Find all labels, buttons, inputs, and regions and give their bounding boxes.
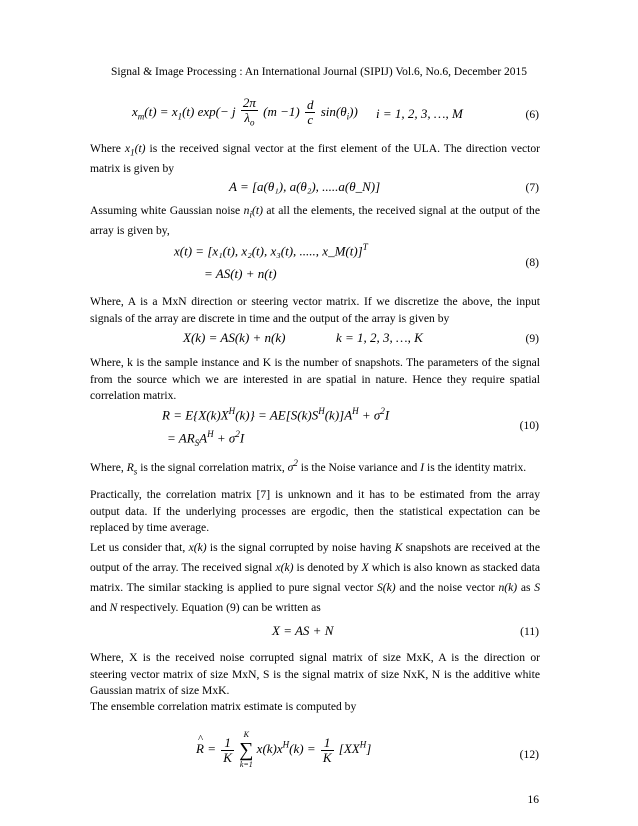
equation-12-number: (12) xyxy=(519,748,539,761)
paragraph-7: Let us consider that, x(k) is the signal corrupted by noise having K snapshots are received at the output of the array. The received signal x(k) is denoted by X which is also known as stacked data matrix. The similar stacking is applied to pure signal vector S(k) and the noise vector n(k) as S and N respectively. Equation (9) can be written as xyxy=(90,541,541,614)
equation-12: ^ R = $\frac{1}{K}$ K ∑ k=1 $x(k)x^H(k)$ = $\frac{1}{K}$ $[XX^H]$ xyxy=(196,730,371,770)
paragraph-2: Assuming white Gaussian noise $n_i(t)$ at all the elements, the received signal at the output of the array is given by, xyxy=(90,204,540,237)
equation-6-condition: i = 1, 2, 3, …, M xyxy=(376,106,463,121)
equation-8-line-2: = AS(t) + n(t) xyxy=(204,266,277,281)
paragraph-9: The ensemble correlation matrix estimate is computed by xyxy=(90,700,357,713)
equation-6: $x_m(t) = x_1(t)$ exp(− j $\frac{2\pi}{\lambda_o}$ (m −1) $\frac{d}{c}$ $\sin(\theta_i)$) xyxy=(132,95,358,128)
equation-7: A = [a(θ₁), a(θ₂), .....a(θ_N)] xyxy=(229,179,381,194)
page-number: 16 xyxy=(527,794,539,806)
equation-10-number: (10) xyxy=(519,419,539,432)
paragraph-3: Where, A is a MxN direction or steering vector matrix. If we discretize the above, the input signals of the array are discrete in time and the output of the array is given by xyxy=(90,295,540,325)
equation-7-number: (7) xyxy=(525,181,539,194)
paragraph-8: Where, X is the received noise corrupted signal matrix of size MxK, A is the direction or steering vector matrix of size MxN, S is the signal matrix of size NxK, N is the additive white Gaussian matrix of size MxK. xyxy=(90,651,540,697)
journal-header: Signal & Image Processing : An International Journal (SIPIJ) Vol.6, No.6, December 2015 xyxy=(110,66,528,78)
equation-9: X(k) = AS(k) + n(k) xyxy=(183,330,286,345)
summation-symbol: K ∑ k=1 xyxy=(239,730,254,769)
equation-8-number: (8) xyxy=(525,256,539,269)
equation-11-number: (11) xyxy=(520,625,539,638)
paragraph-6: Practically, the correlation matrix [7] is unknown and it has to be estimated from the array output data. If the underlying processes are ergodic, then the statistical expectation can be replaced by time average. xyxy=(90,488,540,534)
equation-9-condition: k = 1, 2, 3, …, K xyxy=(336,330,423,345)
equation-9-number: (9) xyxy=(525,332,539,345)
paragraph-5: Where, $R_s$ is the signal correlation matrix, $\sigma^2$ is the Noise variance and I is the identity matrix. xyxy=(90,458,527,477)
paragraph-4: Where, k is the sample instance and K is the number of snapshots. The parameters of the signal from the source which we are interested in are spatial in nature. Hence they require spatial correlation matrix. xyxy=(90,356,540,402)
equation-10-line-2: = $AR_SA^H + \sigma^2I$ xyxy=(167,429,245,448)
equation-6-number: (6) xyxy=(525,108,539,121)
equation-8-line-1: x(t) = [x₁(t), x₂(t), x₃(t), ....., x_M(t)]$^T$ xyxy=(174,242,368,259)
paragraph-1: Where $x_1(t)$ is the received signal vector at the first element of the ULA. The direction vector matrix is given by xyxy=(90,142,541,175)
equation-10-line-1: $R = E\{X(k)X^H(k)\} = AE[S(k)S^H(k)]A^H + \sigma^2I$ xyxy=(162,406,390,423)
equation-11: X = AS + N xyxy=(272,623,334,638)
